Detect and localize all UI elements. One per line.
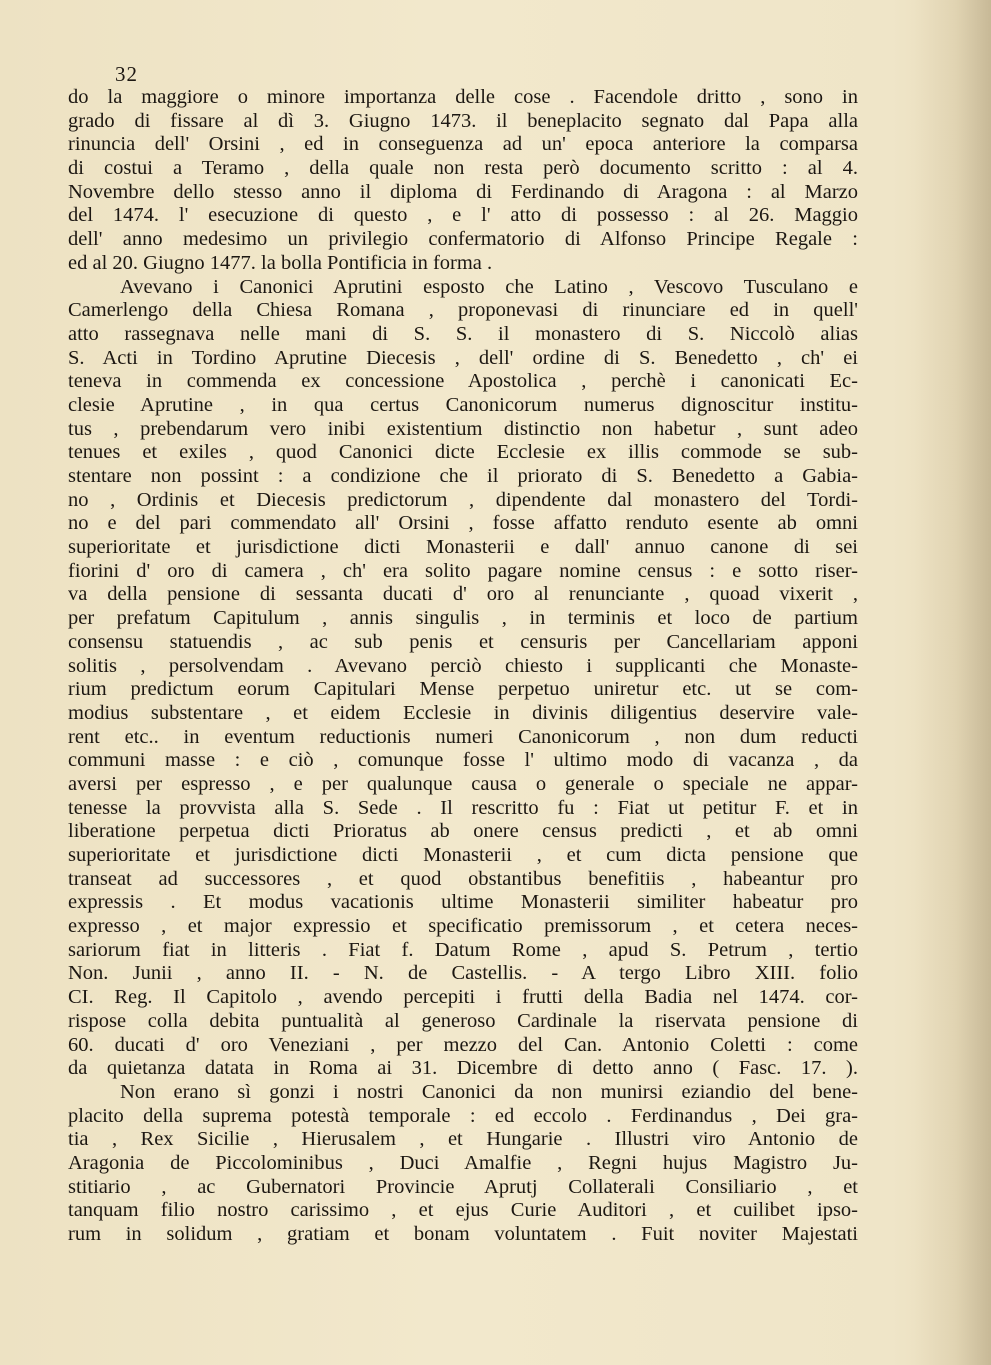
text-line: clesie Aprutine , in qua certus Canonicorum numerus dignoscitur institu- (68, 393, 858, 416)
text-line: expressis . Et modus vacationis ultime Monasterii similiter habeatur pro (68, 891, 858, 914)
text-line: dell' anno medesimo un privilegio confermatorio di Alfonso Principe Regale : (68, 228, 858, 251)
text-line: solitis , persolvendam . Avevano perciò chiesto i supplicanti che Monaste- (68, 654, 858, 677)
text-line: ed al 20. Giugno 1477. la bolla Pontificia in forma . (68, 251, 493, 274)
text-line: Novembre dello stesso anno il diploma di Ferdinando di Aragona : al Marzo (68, 180, 858, 203)
text-line: di costui a Teramo , della quale non resta però documento scritto : al 4. (68, 157, 858, 180)
page-shadow-edge (913, 0, 991, 1365)
text-line: Camerlengo della Chiesa Romana , proponevasi di rinunciare ed in quell' (68, 299, 858, 322)
text-line: del 1474. l' esecuzione di questo , e l' atto di possesso : al 26. Maggio (68, 204, 858, 227)
text-line: stitiario , ac Gubernatori Provincie Aprutj Collaterali Consiliario , et (68, 1175, 858, 1198)
text-line: va della pensione di sessanta ducati d' oro al renunciante , quoad vixerit , (68, 583, 858, 606)
text-line: 60. ducati d' oro Veneziani , per mezzo del Can. Antonio Coletti : come (68, 1033, 858, 1056)
text-line: tanquam filio nostro carissimo , et ejus Curie Auditori , et cuilibet ipso- (68, 1199, 858, 1222)
text-line: aversi per espresso , e per qualunque causa o generale o speciale ne appar- (68, 772, 858, 795)
page-number: 32 (115, 62, 138, 86)
text-line: tia , Rex Sicilie , Hierusalem , et Hungarie . Illustri viro Antonio de (68, 1128, 858, 1151)
text-line: da quietanza datata in Roma ai 31. Dicembre di detto anno ( Fasc. 17. ). (68, 1057, 858, 1080)
text-line: atto rassegnava nelle mani di S. S. il monastero di S. Niccolò alias (68, 322, 858, 345)
text-line: liberatione perpetua dicti Prioratus ab onere census predicti , et ab omni (68, 820, 858, 843)
text-line: rium predictum eorum Capitulari Mense perpetuo uniretur etc. ut se com- (68, 678, 858, 701)
text-line: Non erano sì gonzi i nostri Canonici da non munirsi eziandio del bene- (120, 1080, 858, 1103)
text-line: rum in solidum , gratiam et bonam voluntatem . Fuit noviter Majestati (68, 1223, 858, 1245)
text-line: communi masse : e ciò , comunque fosse l' ultimo modo di vacanza , da (68, 749, 858, 772)
text-line: tenues et exiles , quod Canonici dicte Ecclesie ex illis commode se sub- (68, 441, 858, 464)
text-line: rinuncia dell' Orsini , ed in conseguenza ad un' epoca anteriore la comparsa (68, 133, 858, 156)
text-line: fiorini d' oro di camera , ch' era solito pagare nomine census : e sotto riser- (68, 559, 858, 582)
text-line: teneva in commenda ex concessione Apostolica , perchè i canonicati Ec- (68, 370, 858, 393)
text-line: rent etc.. in eventum reductionis numeri Canonicorum , non dum reducti (68, 725, 858, 748)
text-line: per prefatum Capitulum , annis singulis , in terminis et loco de partium (68, 607, 858, 630)
text-line: tus , prebendarum vero inibi existentium distinctio non habetur , sunt adeo (68, 417, 858, 440)
text-line: stentare non possint : a condizione che il priorato di S. Benedetto a Gabia- (68, 465, 858, 487)
text-line: grado di fissare al dì 3. Giugno 1473. il beneplacito segnato dal Papa alla (68, 109, 858, 132)
text-line: no , Ordinis et Diecesis predictorum , dipendente dal monastero del Tordi- (68, 488, 858, 511)
text-line: superioritate et jurisdictione dicti Monasterii , et cum dicta pensione que (68, 844, 858, 866)
text-line: modius substentare , et eidem Ecclesie in divinis diligentius deservire vale- (68, 701, 858, 724)
text-line: S. Acti in Tordino Aprutine Diecesis , dell' ordine di S. Benedetto , ch' ei (68, 346, 858, 369)
text-line: tenesse la provvista alla S. Sede . Il rescritto fu : Fiat ut petitur F. et in (68, 796, 858, 819)
text-line: CI. Reg. Il Capitolo , avendo percepiti i frutti della Badia nel 1474. cor- (68, 986, 858, 1009)
text-line: consensu statuendis , ac sub penis et censuris per Cancellariam apponi (68, 630, 858, 653)
body-text (68, 86, 858, 1247)
text-line: expresso , et major expressio et specificatio premissorum , et cetera neces- (68, 915, 858, 938)
text-line: rispose colla debita puntualità al generoso Cardinale la riservata pensione di (68, 1009, 858, 1032)
text-line: placito della suprema potestà temporale : ed eccolo . Ferdinandus , Dei gra- (68, 1104, 858, 1127)
text-line: do la maggiore o minore importanza delle cose . Facendole dritto , sono in (68, 86, 858, 108)
text-line: Non. Junii , anno II. - N. de Castellis. - A tergo Libro XIII. folio (68, 962, 858, 985)
text-line: no e del pari commendato all' Orsini , fosse affatto renduto esente ab omni (68, 512, 858, 535)
text-line: transeat ad successores , et quod obstantibus benefitiis , habeantur pro (68, 867, 858, 890)
text-line: Avevano i Canonici Aprutini esposto che Latino , Vescovo Tusculano e (120, 275, 858, 298)
text-line: superioritate et jurisdictione dicti Monasterii e dall' annuo canone di sei (68, 536, 858, 559)
text-line: Aragonia de Piccolominibus , Duci Amalfie , Regni hujus Magistro Ju- (68, 1151, 858, 1174)
text-line: sariorum fiat in litteris . Fiat f. Datum Rome , apud S. Petrum , tertio (68, 938, 858, 961)
